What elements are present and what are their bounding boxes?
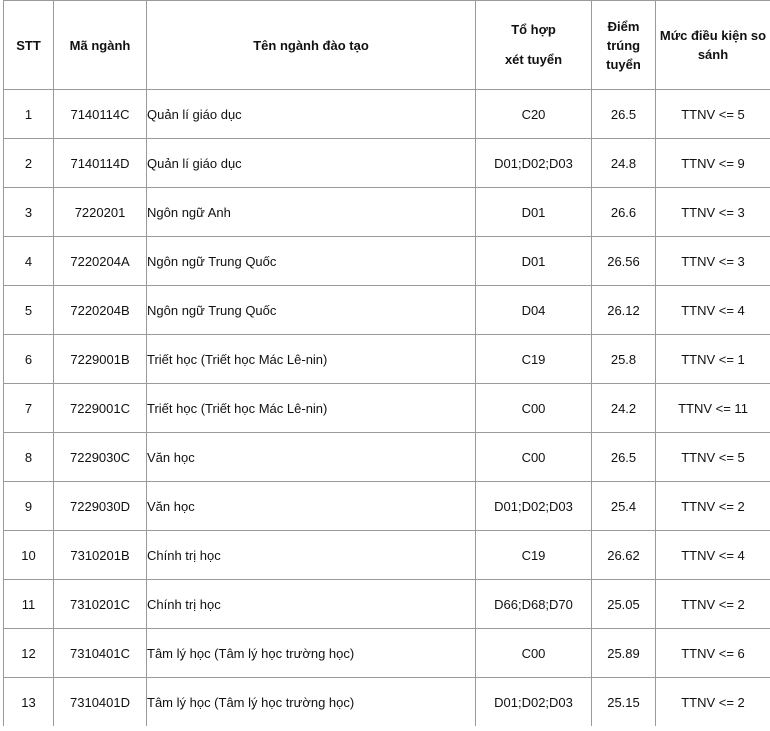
table-row — [4, 188, 770, 237]
cell-ma-nganh: 7229030D — [54, 482, 147, 531]
cell-diem: 26.5 — [592, 433, 656, 482]
cell-muc-dieu-kien: TTNV <= 3 — [656, 188, 770, 237]
cell-diem: 24.2 — [592, 384, 656, 433]
cell-to-hop: D66;D68;D70 — [476, 580, 592, 629]
header-diem — [592, 1, 656, 90]
cell-to-hop: D01 — [476, 188, 592, 237]
cell-to-hop: C00 — [476, 433, 592, 482]
cell-stt: 2 — [4, 139, 54, 188]
cell-ma-nganh: 7220204B — [54, 286, 147, 335]
cell-ten-nganh: Triết học (Triết học Mác Lê-nin) — [147, 335, 476, 384]
cell-muc-dieu-kien: TTNV <= 6 — [656, 629, 770, 678]
cell-ma-nganh: 7220201 — [54, 188, 147, 237]
cell-diem: 25.8 — [592, 335, 656, 384]
cell-muc-dieu-kien: TTNV <= 1 — [656, 335, 770, 384]
cell-to-hop: D01;D02;D03 — [476, 678, 592, 727]
cell-diem: 24.8 — [592, 139, 656, 188]
table-row — [4, 335, 770, 384]
cell-stt: 3 — [4, 188, 54, 237]
cell-ten-nganh: Quản lí giáo dục — [147, 90, 476, 139]
cell-stt: 5 — [4, 286, 54, 335]
cell-to-hop: C19 — [476, 531, 592, 580]
cell-diem: 26.5 — [592, 90, 656, 139]
cell-ten-nganh: Tâm lý học (Tâm lý học trường học) — [147, 678, 476, 727]
cell-muc-dieu-kien: TTNV <= 5 — [656, 90, 770, 139]
table-row — [4, 629, 770, 678]
cell-stt: 12 — [4, 629, 54, 678]
cell-muc-dieu-kien: TTNV <= 3 — [656, 237, 770, 286]
cell-to-hop: C19 — [476, 335, 592, 384]
cell-ma-nganh: 7310401C — [54, 629, 147, 678]
cell-muc-dieu-kien: TTNV <= 2 — [656, 580, 770, 629]
cell-ten-nganh: Ngôn ngữ Trung Quốc — [147, 286, 476, 335]
header-diem-line1: Điểm — [607, 18, 640, 34]
cell-stt: 13 — [4, 678, 54, 727]
cell-muc-dieu-kien: TTNV <= 2 — [656, 482, 770, 531]
header-ma-nganh: Mã ngành — [54, 1, 147, 90]
header-to-hop-line2: xét tuyển — [504, 52, 563, 67]
header-muc-line2: sánh — [697, 47, 729, 62]
cell-ma-nganh: 7310201C — [54, 580, 147, 629]
cell-diem: 26.62 — [592, 531, 656, 580]
cell-muc-dieu-kien: TTNV <= 4 — [656, 286, 770, 335]
cell-ma-nganh: 7229001C — [54, 384, 147, 433]
cell-stt: 10 — [4, 531, 54, 580]
cell-diem: 26.6 — [592, 188, 656, 237]
header-stt: STT — [4, 1, 54, 90]
table-row — [4, 90, 770, 139]
cell-muc-dieu-kien: TTNV <= 9 — [656, 139, 770, 188]
table-row — [4, 482, 770, 531]
header-diem-line2: trúng — [606, 37, 641, 53]
cell-muc-dieu-kien: TTNV <= 5 — [656, 433, 770, 482]
cell-ten-nganh: Chính trị học — [147, 531, 476, 580]
table-row — [4, 678, 770, 727]
header-muc-line1: Mức điều kiện so — [659, 28, 767, 43]
cell-to-hop: C00 — [476, 384, 592, 433]
cell-to-hop: D01 — [476, 237, 592, 286]
cell-ma-nganh: 7220204A — [54, 237, 147, 286]
header-to-hop-line1: Tổ hợp — [511, 22, 556, 37]
table-row — [4, 384, 770, 433]
cell-to-hop: D01;D02;D03 — [476, 482, 592, 531]
table-header-row — [4, 1, 770, 90]
cell-ma-nganh: 7229001B — [54, 335, 147, 384]
header-ten-nganh: Tên ngành đào tạo — [147, 1, 476, 90]
table-row — [4, 580, 770, 629]
cell-stt: 6 — [4, 335, 54, 384]
cell-muc-dieu-kien: TTNV <= 2 — [656, 678, 770, 727]
cell-stt: 11 — [4, 580, 54, 629]
admission-scores-table — [3, 0, 770, 726]
table-row — [4, 286, 770, 335]
cell-stt: 1 — [4, 90, 54, 139]
cell-ten-nganh: Triết học (Triết học Mác Lê-nin) — [147, 384, 476, 433]
cell-ten-nganh: Văn học — [147, 482, 476, 531]
cell-ten-nganh: Tâm lý học (Tâm lý học trường học) — [147, 629, 476, 678]
cell-to-hop: C00 — [476, 629, 592, 678]
cell-stt: 8 — [4, 433, 54, 482]
cell-ma-nganh: 7140114C — [54, 90, 147, 139]
header-diem-line3: tuyển — [606, 56, 641, 72]
table-row — [4, 433, 770, 482]
cell-ten-nganh: Ngôn ngữ Trung Quốc — [147, 237, 476, 286]
cell-diem: 26.56 — [592, 237, 656, 286]
cell-stt: 7 — [4, 384, 54, 433]
table-row — [4, 531, 770, 580]
cell-diem: 25.4 — [592, 482, 656, 531]
cell-ma-nganh: 7229030C — [54, 433, 147, 482]
cell-to-hop: C20 — [476, 90, 592, 139]
cell-ma-nganh: 7310401D — [54, 678, 147, 727]
cell-ten-nganh: Chính trị học — [147, 580, 476, 629]
cell-ten-nganh: Quản lí giáo dục — [147, 139, 476, 188]
cell-diem: 26.12 — [592, 286, 656, 335]
cell-stt: 4 — [4, 237, 54, 286]
cell-ma-nganh: 7310201B — [54, 531, 147, 580]
header-to-hop — [476, 1, 592, 90]
cell-muc-dieu-kien: TTNV <= 4 — [656, 531, 770, 580]
cell-diem: 25.05 — [592, 580, 656, 629]
cell-diem: 25.89 — [592, 629, 656, 678]
cell-ten-nganh: Ngôn ngữ Anh — [147, 188, 476, 237]
cell-to-hop: D01;D02;D03 — [476, 139, 592, 188]
table-body — [4, 90, 770, 727]
cell-diem: 25.15 — [592, 678, 656, 727]
cell-to-hop: D04 — [476, 286, 592, 335]
cell-muc-dieu-kien: TTNV <= 11 — [656, 384, 770, 433]
table-row — [4, 139, 770, 188]
cell-ten-nganh: Văn học — [147, 433, 476, 482]
header-muc-dieu-kien — [656, 1, 770, 90]
cell-stt: 9 — [4, 482, 54, 531]
table-row — [4, 237, 770, 286]
cell-ma-nganh: 7140114D — [54, 139, 147, 188]
